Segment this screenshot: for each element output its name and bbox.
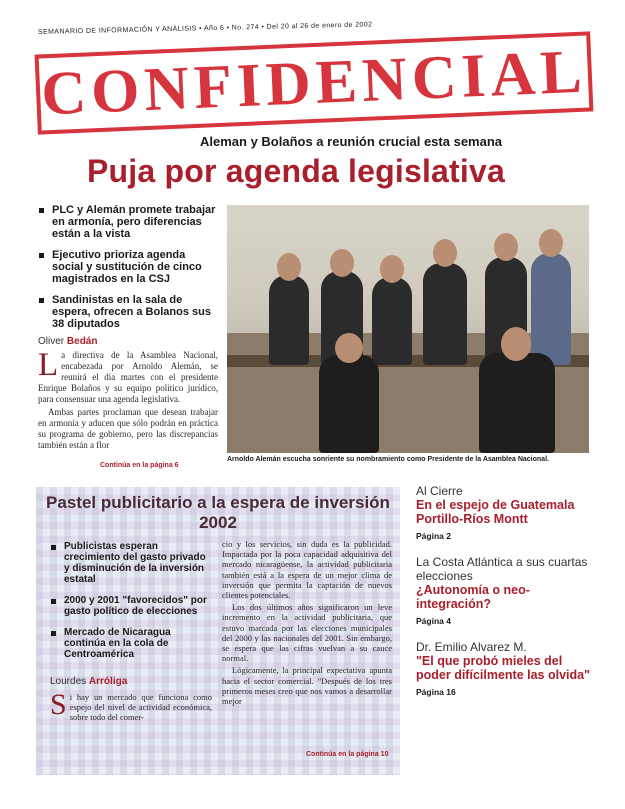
- advertising-bullet: 2000 y 2001 "favorecidos" por gasto político de elecciones: [50, 595, 210, 617]
- photo-head: [539, 229, 563, 257]
- lead-author-first: Oliver: [38, 336, 65, 347]
- logo-stamp: [35, 31, 594, 134]
- photo-figure: [479, 353, 555, 453]
- lead-paragraph-2: Ambas partes proclaman que desean trabajar en armonía y aducen que sólo podrán en práctica su programa de gobierno, pero las discrepancias también están a flor: [38, 407, 218, 450]
- photo-caption: Arnoldo Alemán escucha sonriente su nombramiento como Presidente de la Asamblea Nacional.: [227, 456, 549, 463]
- advertising-column-1: [50, 688, 212, 722]
- sidebar-item[interactable]: [416, 555, 596, 626]
- advertising-title: Pastel publicitario a la espera de inversión 2002: [46, 493, 390, 532]
- sidebar-item[interactable]: [416, 484, 596, 541]
- photo-head: [501, 327, 531, 361]
- photo-head: [330, 249, 354, 277]
- photo-head: [433, 239, 457, 267]
- advertising-bullet: Publicistas esperan crecimiento del gasto privado y disminución de la inversión estatal: [50, 541, 210, 585]
- advertising-paragraph-4: Lógicamente, la principal expectativa apunta hacia el sector comercial. "Después de los tres primeros meses creo que nos vamos a desarrollar mejor: [222, 665, 392, 707]
- photo-figure: [372, 277, 412, 365]
- photo-figure: [423, 263, 467, 365]
- advertising-bullets: [50, 541, 210, 670]
- photo-figure: [319, 355, 379, 453]
- lead-continued-link[interactable]: Continúa en la página 6: [100, 462, 179, 469]
- lead-kicker: Aleman y Bolaños a reunión crucial esta semana: [200, 134, 503, 149]
- advertising-author-last: Arróliga: [88, 676, 128, 687]
- photo-figure: [269, 275, 309, 365]
- sidebar: [416, 484, 596, 711]
- sidebar-title[interactable]: "El que probó mieles del poder difícilmente las olvida": [416, 654, 591, 682]
- lead-bullet: Sandinistas en la sala de espera, ofrecen a Bolanos sus 38 diputados: [38, 294, 218, 330]
- advertising-paragraph-3: Los dos últimos años significaron un leve incremento en la actividad publicitaria, que estuvo marcada por las elecciones municipales del 2000 y las nacionales del 2001. Sin embargo, se espera que las cifras vuelvan a su cauce normal.: [222, 602, 392, 664]
- photo-head: [380, 255, 404, 283]
- sidebar-page: Página 2: [416, 531, 451, 541]
- lead-dropcap: L: [38, 347, 59, 383]
- sidebar-title[interactable]: En el espejo de Guatemala Portillo-Ríos Montt: [416, 498, 575, 526]
- advertising-byline: [50, 676, 127, 687]
- sidebar-kicker: Dr. Emilio Alvarez M.: [416, 640, 527, 654]
- advertising-column-2: [222, 539, 392, 708]
- lead-article: [38, 347, 218, 453]
- lead-bullet: Ejecutivo prioriza agenda social y sustitución de cinco magistrados en la CSJ: [38, 249, 218, 285]
- sidebar-item[interactable]: [416, 640, 596, 697]
- advertising-bullet: Mercado de Nicaragua continúa en la cola de Centroamérica: [50, 627, 210, 660]
- advertising-author-first: Lourdes: [50, 676, 87, 687]
- advertising-paragraph-1: i hay un mercado que funciona como espejo del nivel de actividad económica, sobre todo del comer-: [69, 692, 212, 722]
- advertising-box: [36, 487, 400, 775]
- lead-photo: [227, 205, 589, 453]
- photo-figure: [531, 253, 571, 365]
- lead-byline: [38, 336, 97, 347]
- sidebar-page: Página 4: [416, 616, 451, 626]
- lead-author-last: Bedán: [66, 336, 98, 347]
- photo-head: [277, 253, 301, 281]
- masthead-line: SEMANARIO DE INFORMACIÓN Y ANÁLISIS • Año 6 • No. 274 • Del 20 al 26 de enero de 2002: [37, 21, 373, 36]
- advertising-dropcap: S: [50, 688, 67, 721]
- photo-head: [494, 233, 518, 261]
- lead-bullet: PLC y Alemán promete trabajar en armonía, pero diferencias están a la vista: [38, 204, 218, 240]
- photo-head: [335, 333, 363, 363]
- sidebar-title[interactable]: ¿Autonomía o neo-integración?: [416, 583, 530, 611]
- sidebar-kicker: Al Cierre: [416, 484, 463, 498]
- logo-text: CONFIDENCIAL: [39, 37, 589, 129]
- advertising-paragraph-2: cio y los servicios, sin duda es la publicidad. Impactada por la poca capacidad adquisitiva del mercado nicaragüense, la actividad publicitaria también está a la espera de un mejor clima de inversión que permita la captación de nuevos clientes potenciales.: [222, 539, 392, 601]
- advertising-continued-link[interactable]: Continúa en la página 10: [306, 751, 389, 758]
- lead-bullets: [38, 204, 218, 339]
- sidebar-page: Página 16: [416, 687, 456, 697]
- lead-headline: Puja por agenda legislativa: [87, 153, 505, 189]
- lead-paragraph-1: a directiva de la Asamblea Nacional, encabezada por Arnoldo Alemán, se reunirá el día martes con el presidente Enrique Bolaños y su equipo político jurídico, para consensuar una agenda legislativa.: [38, 350, 218, 404]
- sidebar-kicker: La Costa Atlántica a sus cuartas elecciones: [416, 555, 588, 583]
